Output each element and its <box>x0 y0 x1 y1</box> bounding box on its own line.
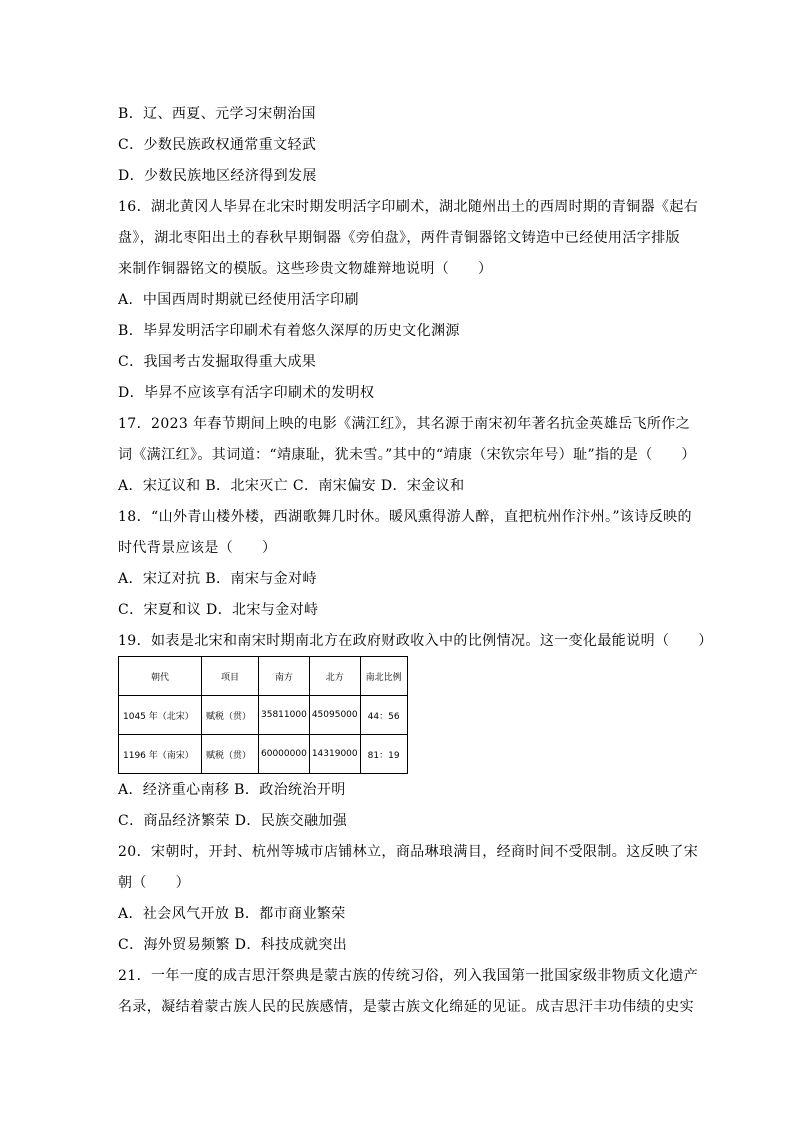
option-a-16: A．中国西周时期就已经使用活字印刷 <box>118 292 359 308</box>
question-17-line-1: 17．2023 年春节期间上映的电影《满江红》，其名源于南宋初年著名抗金英雄岳飞所作之 <box>118 416 691 432</box>
revenue-table <box>118 656 408 774</box>
table-header: 朝代 <box>119 657 202 696</box>
option-c-16: C．我国考古发掘取得重大成果 <box>118 354 317 370</box>
option-c-15: C．少数民族政权通常重文轻武 <box>118 137 317 153</box>
table-cell: 44：56 <box>360 696 407 735</box>
option-b-16: B．毕昇发明活字印刷术有着悠久深厚的历史文化渊源 <box>118 323 460 339</box>
table-cell: 1045 年（北宋） <box>119 696 202 735</box>
option-d-16: D．毕昇不应该享有活字印刷术的发明权 <box>118 385 375 401</box>
options-18-row-2: C．宋夏和议 D．北宋与金对峙 <box>118 602 319 618</box>
options-17: A．宋辽议和 B．北宋灭亡 C．南宋偏安 D．宋金议和 <box>118 478 465 494</box>
table-header: 南方 <box>259 657 310 696</box>
options-20-row-2: C．海外贸易频繁 D．科技成就突出 <box>118 937 348 953</box>
options-19-row-2: C．商品经济繁荣 D．民族交融加强 <box>118 813 348 829</box>
question-19: 19．如表是北宋和南宋时期南北方在政府财政收入中的比例情况。这一变化最能说明（ ） <box>118 633 713 649</box>
table-row <box>119 735 408 774</box>
table-cell: 81：19 <box>360 735 407 774</box>
table-cell: 60000000 <box>259 735 310 774</box>
question-18-line-1: 18．“山外青山楼外楼，西湖歌舞几时休。暖风熏得游人醉，直把杭州作汴州。”该诗反映的 <box>118 509 692 525</box>
table-header: 北方 <box>309 657 360 696</box>
options-18-row-1: A．宋辽对抗 B．南宋与金对峙 <box>118 571 317 587</box>
options-20-row-1: A．社会风气开放 B．都市商业繁荣 <box>118 906 346 922</box>
table-cell: 45095000 <box>309 696 360 735</box>
question-16-line-2: 盘》，湖北枣阳出土的春秋早期铜器《旁伯盘》，两件青铜器铭文铸造中已经使用活字排版 <box>118 230 680 246</box>
table-cell: 14319000 <box>309 735 360 774</box>
table-cell: 赋税（贯） <box>202 696 259 735</box>
option-b-15: B．辽、西夏、元学习宋朝治国 <box>118 106 316 122</box>
options-19-row-1: A．经济重心南移 B．政治统治开明 <box>118 782 346 798</box>
table-header: 项目 <box>202 657 259 696</box>
question-17-line-2: 词《满江红》。其词道：“靖康耻，犹未雪。”其中的“靖康（宋钦宗年号）耻”指的是（ ） <box>118 447 696 463</box>
table-header: 南北比例 <box>360 657 407 696</box>
option-d-15: D．少数民族地区经济得到发展 <box>118 168 317 184</box>
question-16-line-3: 来制作铜器铭文的模版。这些珍贵文物雄辩地说明（ ） <box>118 261 493 277</box>
question-20-line-2: 朝（ ） <box>118 875 190 891</box>
question-20-line-1: 20．宋朝时，开封、杭州等城市店铺林立，商品琳琅满目，经商时间不受限制。这反映了宋 <box>118 844 699 860</box>
table-cell: 1196 年（南宋） <box>119 735 202 774</box>
question-21-line-2: 名录，凝结着蒙古族人民的民族感情，是蒙古族文化绵延的见证。成吉思汗丰功伟绩的史实 <box>118 999 694 1015</box>
table-header-row <box>119 657 408 696</box>
question-18-line-2: 时代背景应该是（ ） <box>118 540 277 556</box>
table-cell: 赋税（贯） <box>202 735 259 774</box>
question-16-line-1: 16．湖北黄冈人毕昇在北宋时期发明活字印刷术，湖北随州出土的西周时期的青铜器《起右 <box>118 199 699 215</box>
table-cell: 35811000 <box>259 696 310 735</box>
table-row <box>119 696 408 735</box>
question-21-line-1: 21．一年一度的成吉思汗祭典是蒙古族的传统习俗，列入我国第一批国家级非物质文化遗产 <box>118 968 699 984</box>
